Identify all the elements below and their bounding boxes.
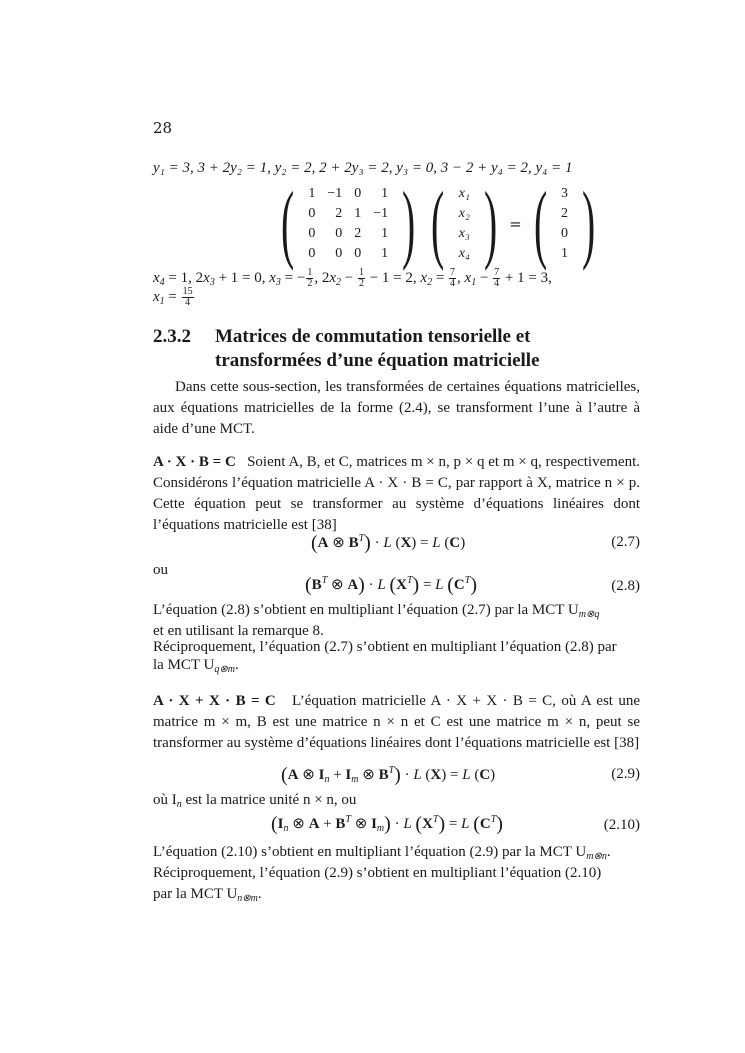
vector-x-cell: x₄ xyxy=(458,246,470,261)
vector-x xyxy=(453,184,476,264)
matrix-a-row xyxy=(302,204,394,224)
vector-b xyxy=(555,184,574,264)
vector-x-row xyxy=(453,184,476,204)
case1-heading: A · X · B = C xyxy=(153,454,236,470)
equation-number: (2.7) xyxy=(611,534,640,550)
equation-2-8: ($B^T$ ⊗ A) · L $(X^T) = L$ $(C^T)$ xyxy=(305,574,477,596)
equation-2-7: (A ⊗ $B^T) \cdot L$ (X) = L (C) xyxy=(311,532,466,554)
matrix-a-cell: 0 xyxy=(335,226,343,241)
section-number: 2.3.2 xyxy=(153,326,191,347)
matrix-a-row xyxy=(302,244,394,264)
matrix-equation xyxy=(273,175,603,272)
matrix-a-cell: −1 xyxy=(373,206,389,221)
left-paren: ( xyxy=(533,175,547,272)
case2-after-3: par la MCT $U_{n\otimes m}$. xyxy=(153,886,262,904)
or-text: ou xyxy=(153,562,168,578)
case1-after-4: la MCT $U_{q\otimes m}$. xyxy=(153,657,239,675)
vector-x-cell: x₂ xyxy=(458,206,470,221)
vector-b-cell: 2 xyxy=(561,206,569,221)
equation-line-y: y₁ = 3, 3 + 2y₂ = 1, y₂ = 2, 2 + 2y₃ = 2, y₃ = 0, 3 − 2 + y₄ = 2, y₄ = 1 xyxy=(153,160,573,176)
matrix-a-cell: −1 xyxy=(327,186,343,201)
case2-heading: A · X + X · B = C xyxy=(153,693,276,709)
case1-after-1: L’équation (2.8) s’obtient en multipliant l’équation (2.7) par la MCT $U_{m\otimes q}$ xyxy=(153,602,600,620)
solution-line-2: $x_1$ = $\frac{15}{4}$ xyxy=(153,286,193,308)
vector-b-row xyxy=(555,204,574,224)
vector-x-row xyxy=(453,204,476,224)
vector-b-cell: 3 xyxy=(561,186,569,201)
matrix-a xyxy=(302,184,394,264)
matrix-a-cell: 0 xyxy=(308,206,316,221)
equation-2-9: (A ⊗ $I_n + I_m$ ⊗ $B^T) \cdot L$ (X) = L (C) xyxy=(281,764,496,786)
vector-b-cell: 0 xyxy=(561,226,569,241)
left-paren: ( xyxy=(281,175,295,272)
matrix-a-cell: 1 xyxy=(381,186,389,201)
case2-text: L’équation matricielle A · X + X · B = C, où A est une matrice m × m, B est une matrice n × n et C est une matrice m × n, peut se transformer au système d’équations linéaires dont l’équations matricielle est [38] xyxy=(153,693,641,751)
vector-x-cell: x₃ xyxy=(458,226,470,241)
vector-x-row xyxy=(453,244,476,264)
matrix-a-cell: 0 xyxy=(308,226,316,241)
matrix-a-cell: 0 xyxy=(354,186,362,201)
case2-mid: où $I_n$ est la matrice unité n × n, ou xyxy=(153,792,357,810)
left-paren: ( xyxy=(431,175,445,272)
matrix-a-cell: 2 xyxy=(354,226,362,241)
matrix-a-cell: 1 xyxy=(381,246,389,261)
vector-b-row xyxy=(555,244,574,264)
equation-2-10: ($I_n$ ⊗ $A + B^T$ ⊗ $I_m) \cdot L$ $(X^T) = L$ $(C^T)$ xyxy=(271,813,503,835)
matrix-a-cell: 0 xyxy=(354,246,362,261)
equation-number: (2.8) xyxy=(611,578,640,594)
matrix-a-cell: 1 xyxy=(381,226,389,241)
matrix-a-cell: 0 xyxy=(308,246,316,261)
matrix-a-cell: 1 xyxy=(354,206,362,221)
case1-after-2: et en utilisant la remarque 8. xyxy=(153,623,324,639)
vector-b-cell: 1 xyxy=(561,246,569,261)
vector-b-row xyxy=(555,184,574,204)
vector-x-cell: x₁ xyxy=(458,186,470,201)
equation-number: (2.9) xyxy=(611,766,640,782)
vector-b-row xyxy=(555,224,574,244)
solution-line-1: $x_4 = 1$, $2x_3 + 1 = 0$, $x_3$ = − $\frac{1}{2}$ , $2x_2$ − $\frac{1}{2}$ − 1 = 2, $x_2$ = $\frac{7}{4}$ , $x_1$ − $\frac{7}{4}$ + 1 = 3, xyxy=(153,267,552,289)
matrix-a-cell: 1 xyxy=(308,186,316,201)
case1-after-3: Réciproquement, l’équation (2.7) s’obtient en multipliant l’équation (2.8) par xyxy=(153,639,617,655)
right-paren: ) xyxy=(582,175,596,272)
matrix-a-row xyxy=(302,184,394,204)
equation-number: (2.10) xyxy=(603,817,640,833)
case1-text: Soient A, B, et C, matrices m × n, p × q et m × q, respectivement. Considérons l’équation matricielle A · X · B = C, par rapport à X, matrice n × p. Cette équation peut se transformer au système d’équations linéaires dont l’équations matricielle est [38] xyxy=(153,454,641,533)
intro-paragraph: Dans cette sous-section, les transformées de certaines équations matricielles, aux équations matricielles de la forme (2.4), se transforment l’une à l’autre à aide d’une MCT. xyxy=(153,379,640,437)
matrix-a-cell: 2 xyxy=(335,206,343,221)
equals-sign: = xyxy=(509,215,522,233)
case2-paragraph xyxy=(153,691,640,754)
case2-after-2: Réciproquement, l’équation (2.9) s’obtient en multipliant l’équation (2.10) xyxy=(153,865,602,881)
case1-paragraph xyxy=(153,452,640,536)
right-paren: ) xyxy=(483,175,498,272)
matrix-a-row xyxy=(302,224,394,244)
section-title: Matrices de commutation tensorielle et transformées d’une équation matricielle xyxy=(215,326,540,371)
matrix-a-cell: 0 xyxy=(335,246,343,261)
page-number: 28 xyxy=(153,119,173,137)
vector-x-row xyxy=(453,224,476,244)
right-paren: ) xyxy=(402,175,416,272)
case2-after-1: L’équation (2.10) s’obtient en multipliant l’équation (2.9) par la MCT $U_{m\otimes n}$. xyxy=(153,844,611,862)
